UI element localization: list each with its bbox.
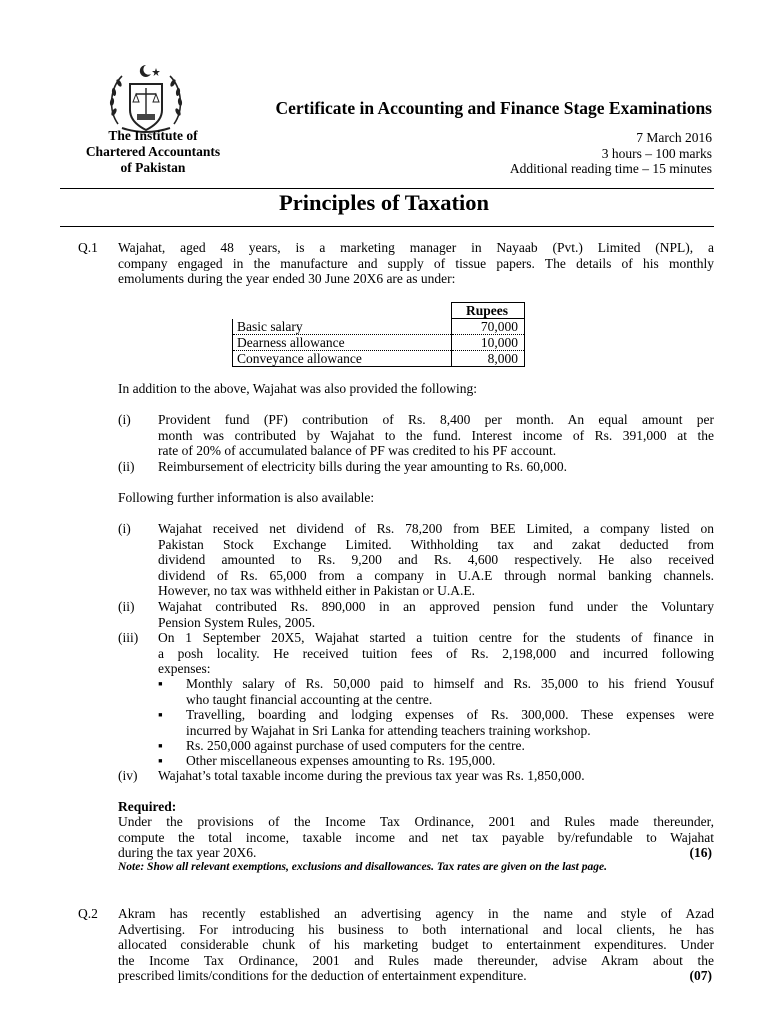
text-line: dividend of Rs. 65,000 from a company in U.A.E through normal banking channels. <box>158 567 714 583</box>
row-value: 10,000 <box>452 335 525 351</box>
item-number: (ii) <box>118 599 135 614</box>
text-line: incurred by Wajahat in Sri Lanka for attending teachers training workshop. <box>186 722 591 738</box>
text-line: dividend amounted to Rs. 9,200 and Rs. 4,600 respectively. He also received <box>158 552 714 567</box>
row-value: 8,000 <box>452 351 525 367</box>
institute-line: The Institute of <box>108 128 198 143</box>
text-line: Pakistan Stock Exchange Limited. Withholding tax and zakat deducted from <box>158 536 714 552</box>
text-line: company engaged in the manufacture and supply of tissue papers. The details of his monthly <box>118 255 714 271</box>
addition-text: In addition to the above, Wajahat was also provided the following: <box>118 381 477 396</box>
row-label: Conveyance allowance <box>233 351 452 367</box>
row-label: Basic salary <box>233 319 452 335</box>
bullet-icon: ▪ <box>158 707 163 722</box>
text-line: rate of 20% of accumulated balance of PF was credited to his PF account. <box>158 443 557 458</box>
table-row <box>233 319 525 335</box>
text-line: the Income Tax Ordinance, 2001 and Rules made thereunder, advise Akram about the <box>118 952 714 968</box>
paper-title: Principles of Taxation <box>278 190 490 215</box>
required-text <box>118 814 714 861</box>
expense-bullet: Rs. 250,000 against purchase of used computers for the centre. <box>186 738 525 753</box>
further-item <box>158 599 714 630</box>
item-number: (i) <box>118 521 131 536</box>
expense-bullet: Other miscellaneous expenses amounting to Rs. 195,000. <box>186 753 496 768</box>
text-line: However, no tax was withheld either in Pakistan or U.A.E. <box>158 583 476 598</box>
q1-marks: (16) <box>689 845 712 860</box>
expense-bullet <box>186 676 714 707</box>
text-line: Provident fund (PF) contribution of Rs. 8,400 per month. An equal amount per <box>158 412 714 427</box>
table-row <box>233 351 525 367</box>
text-line: allocated considerable chunk of his marketing budget to entertainment expenditures. Under <box>118 937 714 952</box>
expense-bullet <box>186 707 714 738</box>
question-number: Q.1 <box>78 240 98 255</box>
further-text: Following further information is also available: <box>118 490 375 505</box>
provided-item <box>158 412 714 459</box>
item-number: (i) <box>118 412 131 427</box>
text-line: Monthly salary of Rs. 50,000 paid to himself and Rs. 35,000 to his friend Yousuf <box>186 676 714 691</box>
exam-reading-time: Additional reading time – 15 minutes <box>509 161 712 176</box>
text-line: Advertising. For introducing his business to both international and local clients, he has <box>118 921 714 937</box>
required-label: Required: <box>118 799 177 814</box>
text-line: On 1 September 20X5, Wajahat started a tuition centre for the students of finance in <box>158 630 714 645</box>
text-line: Akram has recently established an advertising agency in the name and style of Azad <box>118 906 714 921</box>
institute-logo <box>104 62 188 138</box>
text-line: expenses: <box>158 661 211 676</box>
text-line: Travelling, boarding and lodging expenses of Rs. 300,000. These expenses were <box>186 707 714 722</box>
item-number: (iii) <box>118 630 139 645</box>
further-item <box>158 630 714 677</box>
further-item <box>158 521 714 599</box>
provided-item: Reimbursement of electricity bills during the year amounting to Rs. 60,000. <box>158 459 568 474</box>
text-line: Wajahat received net dividend of Rs. 78,200 from BEE Limited, a company listed on <box>158 521 714 536</box>
bullet-icon: ▪ <box>158 753 163 768</box>
text-line: Under the provisions of the Income Tax Ordinance, 2001 and Rules made thereunder, <box>118 814 714 829</box>
question-number: Q.2 <box>78 906 98 921</box>
institute-line: of Pakistan <box>120 160 186 175</box>
header-divider <box>60 188 714 189</box>
title-divider <box>60 226 714 227</box>
text-line: prescribed limits/conditions for the deduction of entertainment expenditure. <box>118 968 527 983</box>
row-label: Dearness allowance <box>233 335 452 351</box>
text-line: Pension System Rules, 2005. <box>158 614 316 630</box>
text-line: Wajahat, aged 48 years, is a marketing manager in Nayaab (Pvt.) Limited (NPL), a <box>118 240 714 255</box>
table-row <box>233 335 525 351</box>
q1-intro <box>118 240 714 287</box>
further-item: Wajahat’s total taxable income during the previous tax year was Rs. 1,850,000. <box>158 768 585 783</box>
row-value: 70,000 <box>452 319 525 335</box>
text-line: emoluments during the year ended 30 June 20X6 are as under: <box>118 271 456 286</box>
text-line: month was contributed by Wajahat to the fund. Interest income of Rs. 391,000 at the <box>158 427 714 443</box>
text-line: who taught financial accounting at the centre. <box>186 691 433 707</box>
exam-title: Certificate in Accounting and Finance Stage Examinations <box>275 98 712 118</box>
q2-text <box>118 906 714 984</box>
text-line: a posh locality. He received tuition fees of Rs. 2,198,000 and incurred following <box>158 645 714 661</box>
exam-date: 7 March 2016 <box>636 130 712 145</box>
institute-line: Chartered Accountants <box>85 144 221 159</box>
text-line: during the tax year 20X6. <box>118 845 257 860</box>
exam-duration: 3 hours – 100 marks <box>601 145 712 161</box>
table-header-rupees: Rupees <box>452 303 525 319</box>
text-line: Wajahat contributed Rs. 890,000 in an approved pension fund under the Voluntary <box>158 599 714 614</box>
emoluments-table <box>232 302 525 367</box>
bullet-icon: ▪ <box>158 738 163 753</box>
bullet-icon: ▪ <box>158 676 163 691</box>
item-number: (iv) <box>118 768 138 783</box>
exam-info <box>510 130 712 177</box>
q1-note: Note: Show all relevant exemptions, exclusions and disallowances. Tax rates are given on the last page. <box>118 861 607 873</box>
institute-name <box>60 128 246 176</box>
text-line: compute the total income, taxable income and net tax payable by/refundable to Wajahat <box>118 829 714 845</box>
q2-marks: (07) <box>689 968 712 983</box>
item-number: (ii) <box>118 459 135 474</box>
